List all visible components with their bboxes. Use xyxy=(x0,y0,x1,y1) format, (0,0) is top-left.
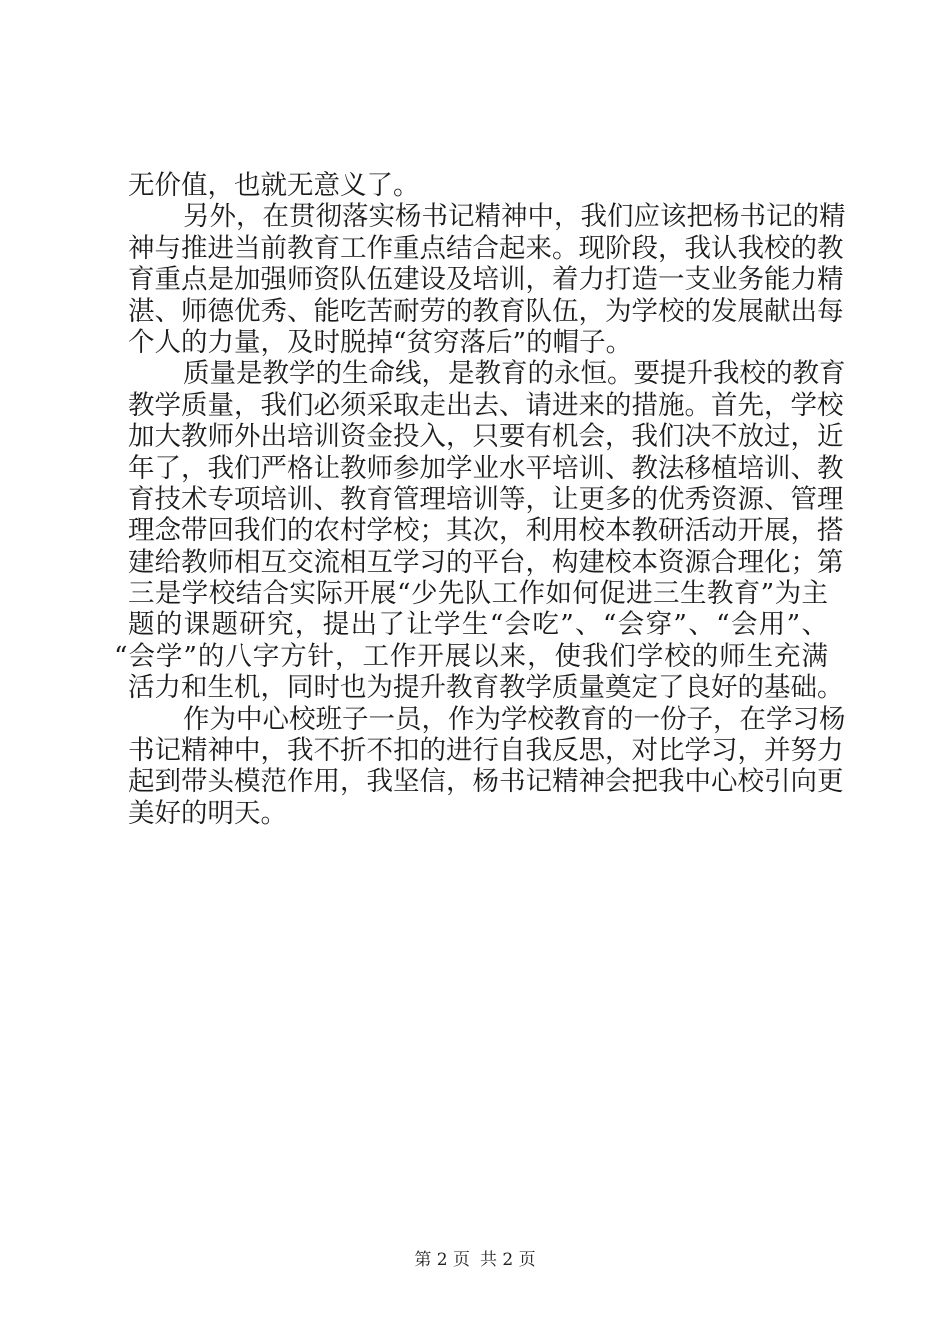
text-line: 建给教师相互交流相互学习的平台，构建校本资源合理化；第 xyxy=(128,546,844,578)
text-line: 湛、师德优秀、能吃苦耐劳的教育队伍，为学校的发展献出每 xyxy=(128,295,844,327)
text-line: 另外，在贯彻落实杨书记精神中，我们应该把杨书记的精 xyxy=(183,201,846,233)
text-line: 三是学校结合实际开展“少先队工作如何促进三生教育”为主 xyxy=(128,578,828,610)
page-number-current: 第 2 页 xyxy=(414,1250,470,1270)
text-line: 个人的力量，及时脱掉“贫穷落后”的帽子。 xyxy=(128,326,633,358)
text-line: 年了，我们严格让教师参加学业水平培训、教法移植培训、教 xyxy=(128,452,844,484)
text-line: 育重点是加强师资队伍建设及培训，着力打造一支业务能力精 xyxy=(128,264,844,296)
text-line: 起到带头模范作用，我坚信，杨书记精神会把我中心校引向更 xyxy=(128,766,844,798)
text-line: 教学质量，我们必须采取走出去、请进来的措施。首先，学校 xyxy=(128,389,844,421)
page-footer xyxy=(0,1245,950,1270)
text-line: 作为中心校班子一员，作为学校教育的一份子，在学习杨 xyxy=(183,703,846,735)
text-line: “会学”的八字方针，工作开展以来，使我们学校的师生充满 xyxy=(114,640,828,672)
text-line: 理念带回我们的农村学校；其次，利用校本教研活动开展，搭 xyxy=(128,515,844,547)
text-line: 题的课题研究，提出了让学生“会吃”、“会穿”、“会用”、 xyxy=(128,609,828,641)
text-line: 加大教师外出培训资金投入，只要有机会，我们决不放过，近 xyxy=(128,421,844,453)
text-line: 质量是教学的生命线，是教育的永恒。要提升我校的教育 xyxy=(183,358,846,390)
document-body xyxy=(114,170,846,829)
text-line: 神与推进当前教育工作重点结合起来。现阶段，我认我校的教 xyxy=(128,232,844,264)
text-line: 美好的明天。 xyxy=(128,797,287,829)
text-line: 无价值，也就无意义了。 xyxy=(128,170,420,201)
text-line: 书记精神中，我不折不扣的进行自我反思，对比学习，并努力 xyxy=(128,735,844,767)
text-line: 活力和生机，同时也为提升教育教学质量奠定了良好的基础。 xyxy=(128,672,844,704)
page-number-total: 共 2 页 xyxy=(480,1250,536,1270)
text-line: 育技术专项培训、教育管理培训等，让更多的优秀资源、管理 xyxy=(128,483,844,515)
